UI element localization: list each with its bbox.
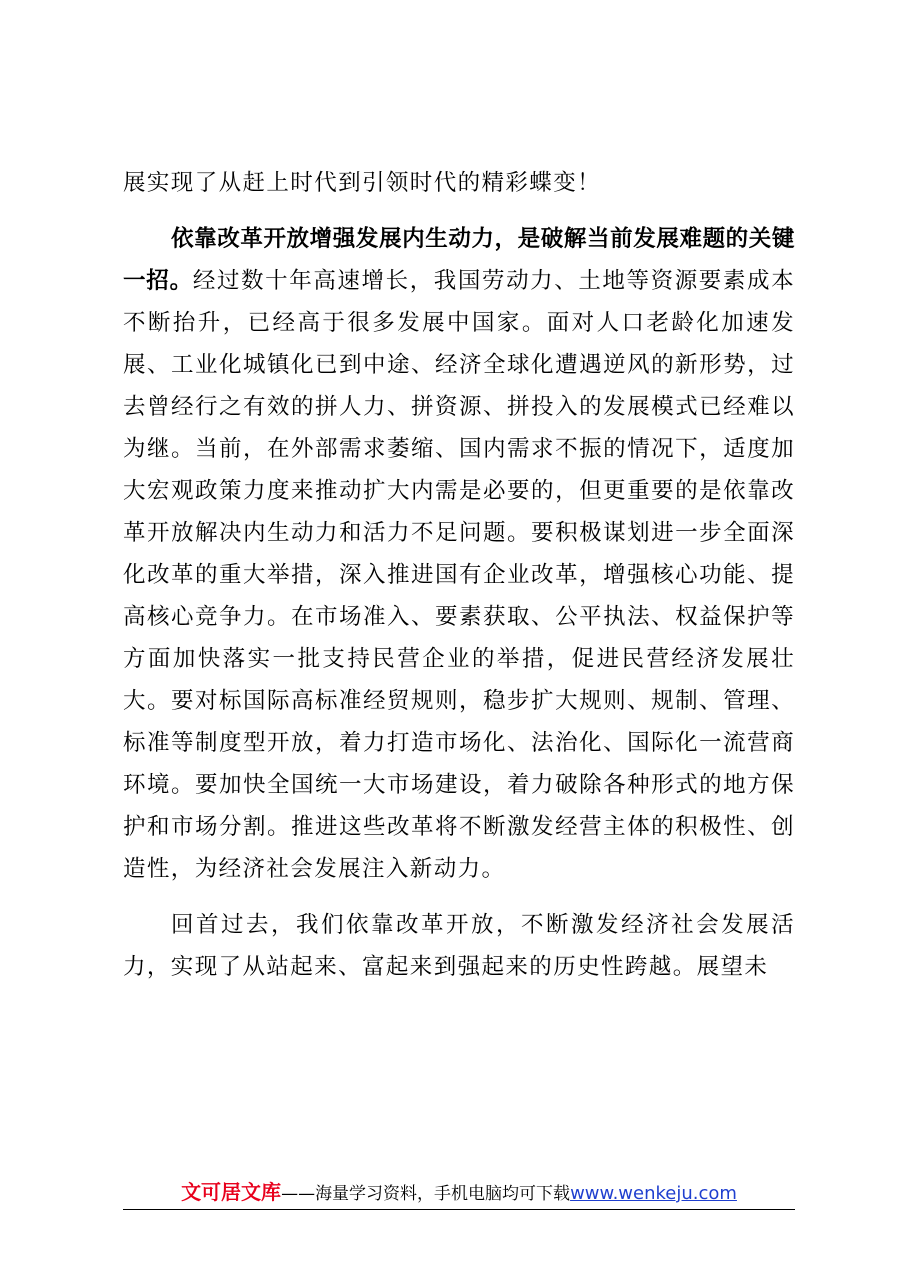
- paragraph-2-lead-heading: 依靠改革开放增强发展内生动力，是破解当前发展难题的关键一招。: [123, 226, 795, 294]
- paragraph-2: [123, 218, 795, 890]
- document-body: [123, 162, 795, 988]
- paragraph-3: [123, 904, 795, 988]
- paragraph-1: [123, 162, 795, 204]
- footer-brand: 文可居文库: [181, 1180, 282, 1204]
- page-footer: [123, 1178, 795, 1208]
- footer-tagline: ——海量学习资料，手机电脑均可下载: [281, 1184, 571, 1204]
- paragraph-2-text: 经过数十年高速增长，我国劳动力、土地等资源要素成本不断抬升，已经高于很多发展中国家。面对人口老龄化加速发展、工业化城镇化已到中途、经济全球化遭遇逆风的新形势，过去曾经行之有效的拼人力、拼资源、拼投入的发展模式已经难以为继。当前，在外部需求萎缩、国内需求不振的情况下，适度加大宏观政策力度来推动扩大内需是必要的，但更重要的是依靠改革开放解决内生动力和活力不足问题。要积极谋划进一步全面深化改革的重大举措，深入推进国有企业改革，增强核心功能、提高核心竞争力。在市场准入、要素获取、公平执法、权益保护等方面加快落实一批支持民营企业的举措，促进民营经济发展壮大。要对标国际高标准经贸规则，稳步扩大规则、规制、管理、标准等制度型开放，着力打造市场化、法治化、国际化一流营商环境。要加快全国统一大市场建设，着力破除各种形式的地方保护和市场分割。推进这些改革将不断激发经营主体的积极性、创造性，为经济社会发展注入新动力。: [123, 268, 795, 882]
- paragraph-3-text: 回首过去，我们依靠改革开放，不断激发经济社会发展活力，实现了从站起来、富起来到强起来的历史性跨越。展望未: [123, 912, 795, 980]
- footer-divider: [123, 1209, 795, 1210]
- footer-site-link[interactable]: www.wenkeju.com: [570, 1183, 737, 1204]
- paragraph-1-text: 展实现了从赶上时代到引领时代的精彩蝶变！: [123, 170, 602, 196]
